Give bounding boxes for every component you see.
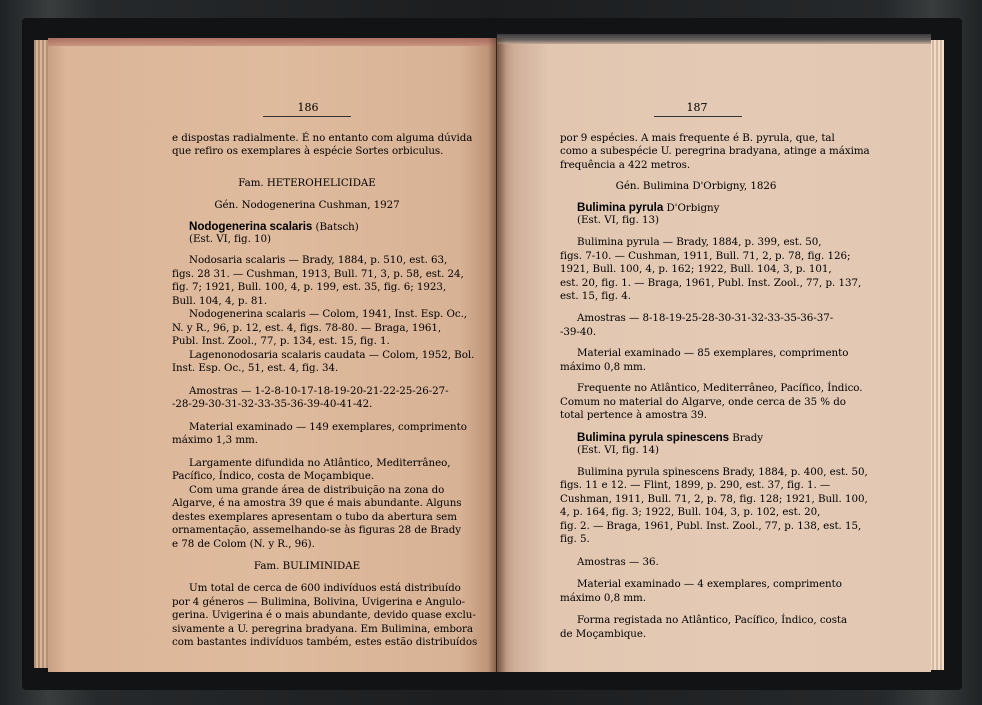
samples-line: -39-40. <box>560 326 597 338</box>
distribution-line: Largamente difundida no Atlântico, Mediterrâneo, <box>189 457 451 469</box>
family-text-line: Um total de cerca de 600 indivíduos está distribuído <box>189 582 461 594</box>
distribution-line: de Moçambique. <box>560 628 647 640</box>
right-page-top-edge <box>497 34 931 44</box>
distribution-line: Algarve, é na amostra 39 que é mais abundante. Alguns <box>172 497 462 509</box>
family-text-line: gerina. Uvigerina é o mais abundante, devido quase exclu- <box>172 609 476 621</box>
species-plate-reference: (Est. VI, fig. 14) <box>577 444 660 456</box>
distribution-line: Comum no material do Algarve, onde cerca de 35 % do <box>560 396 846 408</box>
species-name: Bulimina pyrula <box>577 201 664 214</box>
genus-heading-nodogenerina: Gén. Nodogenerina Cushman, 1927 <box>214 199 400 211</box>
synonymy-line: fig. 2. — Braga, 1961, Publ. Inst. Zool., 77, p. 138, est. 15, <box>560 520 862 532</box>
synonymy-line: figs. 28 31. — Cushman, 1913, Bull. 71, 3, p. 58, est. 24, <box>172 268 464 280</box>
species-name: Nodogenerina scalaris <box>189 220 313 233</box>
family-text-line: por 4 géneros — Bulimina, Bolivina, Uvigerina e Angulo- <box>172 596 466 608</box>
distribution-line: total pertence à amostra 39. <box>560 409 708 421</box>
samples-line: Amostras — 1-2-8-10-17-18-19-20-21-22-25-26-27- <box>189 385 449 397</box>
right-page-number: 187 <box>686 101 708 114</box>
synonymy-line: Bulimina pyrula — Brady, 1884, p. 399, est. 50, <box>577 236 822 248</box>
family-text-line: sivamente a U. peregrina bradyana. Em Bulimina, embora <box>172 623 474 635</box>
family-text-line: com bastantes indivíduos também, estes estão distribuídos <box>172 636 478 648</box>
samples-line: Amostras — 8-18-19-25-28-30-31-32-33-35-36-37- <box>577 312 834 324</box>
species-plate-reference: (Est. VI, fig. 13) <box>577 214 660 226</box>
synonymy-line: fig. 5. <box>560 533 590 545</box>
left-intro-line-2: que refiro os exemplares à espécie Sortes orbiculus. <box>172 145 444 157</box>
material-line: máximo 1,3 mm. <box>172 434 258 446</box>
material-line: Material examinado — 85 exemplares, comprimento <box>577 347 849 359</box>
synonymy-line: 4, p. 164, fig. 3; 1922, Bull. 104, 3, p. 102, est. 20, <box>560 506 821 518</box>
right-intro-line: como a subespécie U. peregrina bradyana, atinge a máxima <box>560 145 870 157</box>
right-intro-line: por 9 espécies. A mais frequente é B. pyrula, que, tal <box>560 132 835 144</box>
distribution-line: destes exemplares apresentam o tubo da abertura sem <box>172 511 457 523</box>
synonymy-line: Lagenonodosaria scalaris caudata — Colom, 1952, Bol. <box>189 349 475 361</box>
book-gutter <box>488 38 506 672</box>
genus-heading-bulimina: Gén. Bulimina D'Orbigny, 1826 <box>615 180 777 192</box>
species-plate-reference: (Est. VI, fig. 10) <box>189 233 272 245</box>
left-page-top-edge <box>48 38 496 46</box>
material-line: Material examinado — 4 exemplares, comprimento <box>577 578 842 590</box>
distribution-line: e 78 de Colom (N. y R., 96). <box>172 538 315 550</box>
synonymy-line: Cushman, 1911, Bull. 71, 2, p. 78, fig. 128; 1921, Bull. 100, <box>560 493 868 505</box>
synonymy-line: Bull. 104, 4, p. 81. <box>172 295 268 307</box>
species-author: Brady <box>732 432 764 444</box>
left-page-number-rule <box>263 116 351 117</box>
synonymy-line: 1921, Bull. 100, 4, p. 162; 1922, Bull. 104, 3, p. 101, <box>560 263 832 275</box>
left-intro-line-1: e dispostas radialmente. É no entanto com alguma dúvida <box>172 132 473 144</box>
synonymy-line: N. y R., 96, p. 12, est. 4, figs. 78-80. — Braga, 1961, <box>172 322 442 334</box>
synonymy-line: Nodogenerina scalaris — Colom, 1941, Inst. Esp. Oc., <box>189 308 468 320</box>
material-line: Material examinado — 149 exemplares, comprimento <box>189 421 467 433</box>
distribution-line: ornamentação, assemelhando-se às figuras 28 de Brady <box>172 524 461 536</box>
species-author: (Batsch) <box>315 221 359 233</box>
material-line: máximo 0,8 mm. <box>560 361 646 373</box>
synonymy-line: Publ. Inst. Zool., 77, p. 134, est. 15, fig. 1. <box>172 335 390 347</box>
distribution-line: Frequente no Atlântico, Mediterrâneo, Pacífico, Índico. <box>577 382 863 394</box>
synonymy-line: Inst. Esp. Oc., 51, est. 4, fig. 34. <box>172 362 339 374</box>
left-page-number: 186 <box>297 101 319 114</box>
material-line: máximo 0,8 mm. <box>560 592 646 604</box>
synonymy-line: est. 20, fig. 1. — Braga, 1961, Publ. Inst. Zool., 77, p. 137, <box>560 277 862 289</box>
species-name: Bulimina pyrula spinescens <box>577 431 730 444</box>
samples-line: -28-29-30-31-32-33-35-36-39-40-41-42. <box>172 398 373 410</box>
species-author: D'Orbigny <box>666 202 720 214</box>
synonymy-line: est. 15, fig. 4. <box>560 290 631 302</box>
right-intro-line: frequência a 422 metros. <box>560 159 691 171</box>
synonymy-line: Bulimina pyrula spinescens Brady, 1884, p. 400, est. 50, <box>577 466 868 478</box>
synonymy-line: fig. 7; 1921, Bull. 100, 4, p. 199, est. 35, fig. 6; 1923, <box>172 281 447 293</box>
synonymy-line: figs. 11 e 12. — Flint, 1899, p. 290, est. 37, fig. 1. — <box>560 479 831 491</box>
synonymy-line: figs. 7-10. — Cushman, 1911, Bull. 71, 2, p. 78, fig. 126; <box>560 250 851 262</box>
samples-line: Amostras — 36. <box>577 556 659 568</box>
family-heading-heterohelicidae: Fam. HETEROHELICIDAE <box>238 177 376 189</box>
distribution-line: Forma registada no Atlântico, Pacífico, Índico, costa <box>577 614 848 626</box>
family-heading-buliminidae: Fam. BULIMINIDAE <box>253 560 361 572</box>
distribution-line: Pacífico, Índico, costa de Moçambique. <box>172 470 375 482</box>
distribution-line: Com uma grande área de distribuição na zona do <box>189 484 445 496</box>
right-page-number-rule <box>654 116 742 117</box>
synonymy-line: Nodosaria scalaris — Brady, 1884, p. 510, est. 63, <box>189 254 448 266</box>
